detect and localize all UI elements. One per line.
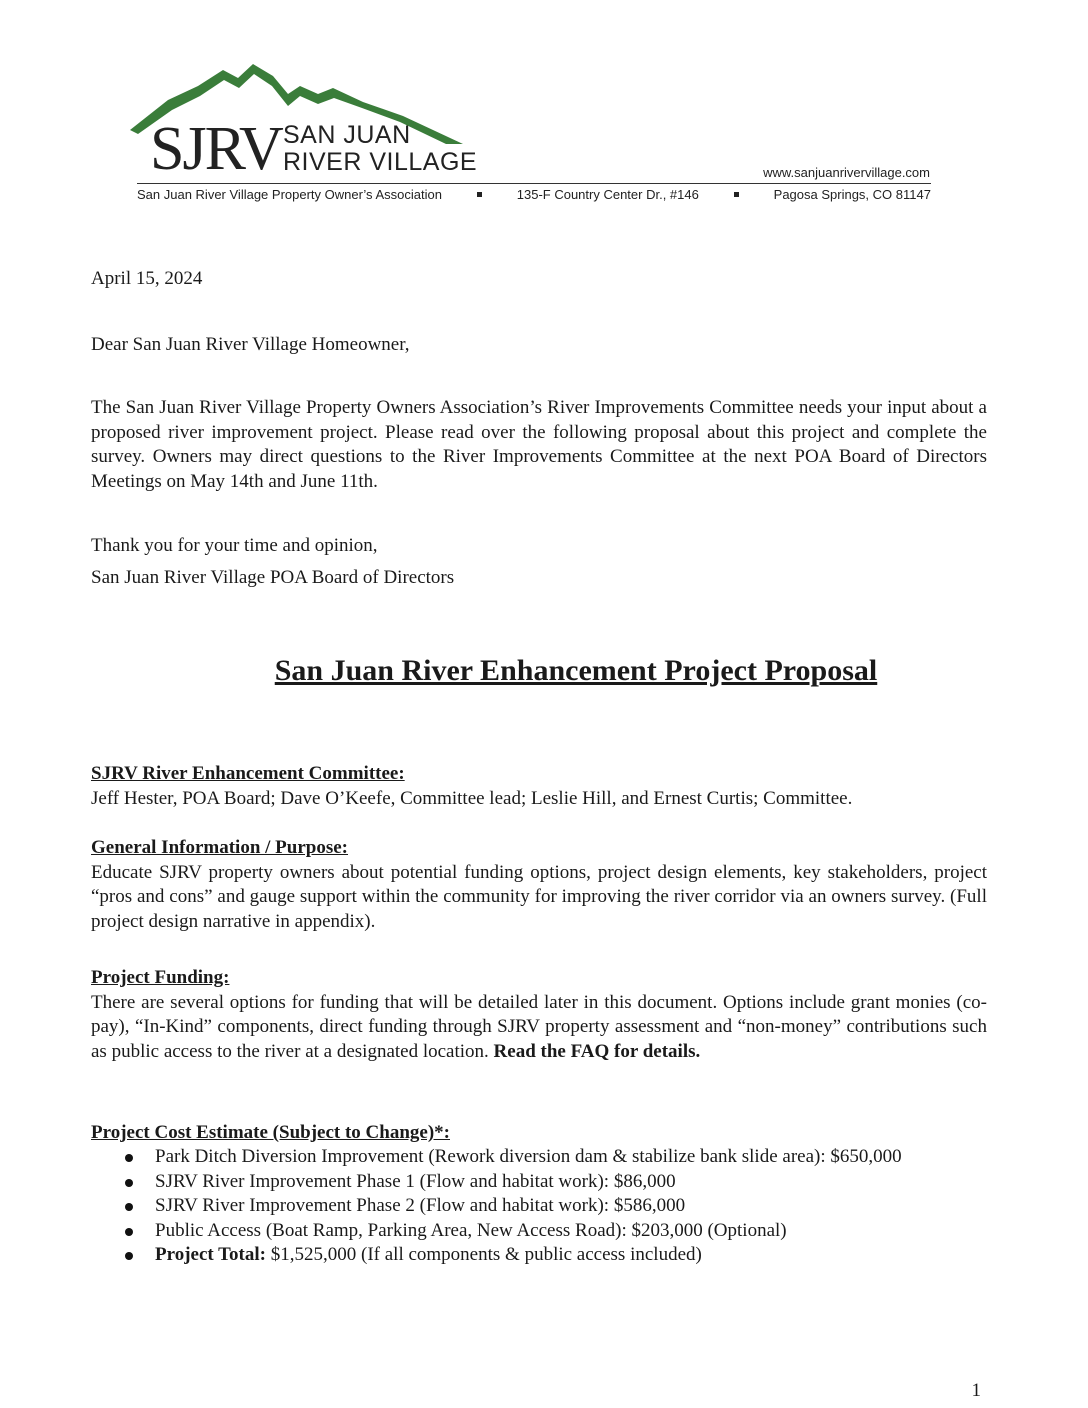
funding-section <box>91 966 987 1064</box>
funding-faq-note: Read the FAQ for details. <box>493 1040 701 1062</box>
page-number: 1 <box>971 1380 981 1401</box>
bullet-dot <box>125 1203 133 1211</box>
committee-heading: SJRV River Enhancement Committee: <box>91 763 405 784</box>
letter-date: April 15, 2024 <box>91 268 203 289</box>
letterhead <box>0 0 1088 220</box>
cost-item-text: Public Access (Boat Ramp, Parking Area, New Access Road): $203,000 (Optional) <box>155 1219 787 1241</box>
logo-line-2: RIVER VILLAGE <box>283 148 478 176</box>
cost-item <box>91 1145 987 1170</box>
logo-wordmark <box>283 122 477 176</box>
street-address: 135-F Country Center Dr., #146 <box>516 187 699 202</box>
funding-text: There are several options for funding that will be detailed later in this document. Options include grant monies (co-pay), “In-Kind” components, direct funding through SJRV property assessment and “non-money” contributions such as public access to the river at a designated location. <box>91 991 987 1062</box>
bullet-separator <box>477 192 482 197</box>
cost-item-text: Park Ditch Diversion Improvement (Rework diversion dam & stabilize bank slide area): $650,000 <box>155 1146 902 1167</box>
cost-heading-wrap <box>91 1121 987 1146</box>
cost-item <box>91 1219 987 1244</box>
bullet-dot <box>125 1252 133 1260</box>
cost-item <box>91 1170 987 1195</box>
cost-item-text: SJRV River Improvement Phase 2 (Flow and habitat work): $586,000 <box>155 1195 686 1216</box>
bullet-dot <box>125 1228 133 1236</box>
logo-line-1: SAN JUAN <box>283 121 411 149</box>
general-info-heading: General Information / Purpose: <box>91 837 349 858</box>
cost-list <box>91 1145 987 1268</box>
header-divider <box>137 183 931 184</box>
total-text: $1,525,000 (If all components & public access included) <box>266 1244 702 1265</box>
cost-total-item <box>91 1243 987 1268</box>
committee-section <box>91 762 987 811</box>
general-info-text: Educate SJRV property owners about potential funding options, project design elements, key stakeholders, project “pros and cons” and gauge support within the community for improving the river corridor via an owners survey. (Full project design narrative in appendix). <box>91 861 987 932</box>
total-label: Project Total: <box>155 1244 266 1265</box>
letter-signature: San Juan River Village POA Board of Directors <box>91 567 455 588</box>
website-url: www.sanjuanrivervillage.com <box>763 165 930 180</box>
bullet-separator <box>734 192 739 197</box>
general-info-section <box>91 836 987 934</box>
letter-body: The San Juan River Village Property Owners Association’s River Improvements Committee needs your input about a proposed river improvement project. Please read over the following proposal about this project and complete the survey. Owners may direct questions to the River Improvements Committee at the next POA Board of Directors Meetings on May 14th and June 11th. <box>91 397 987 492</box>
address-bar <box>137 187 931 202</box>
bullet-dot <box>125 1179 133 1187</box>
committee-text: Jeff Hester, POA Board; Dave O’Keefe, Committee lead; Leslie Hill, and Ernest Curtis; Committee. <box>91 787 853 809</box>
cost-heading: Project Cost Estimate (Subject to Change)*: <box>91 1122 450 1143</box>
funding-heading: Project Funding: <box>91 967 230 988</box>
logo-sjrv-mark: SJRV <box>150 115 282 183</box>
letter-salutation: Dear San Juan River Village Homeowner, <box>91 334 410 355</box>
letter-closing: Thank you for your time and opinion, <box>91 535 378 556</box>
city-state-zip: Pagosa Springs, CO 81147 <box>773 187 931 202</box>
cost-item-text: SJRV River Improvement Phase 1 (Flow and habitat work): $86,000 <box>155 1170 676 1192</box>
proposal-title: San Juan River Enhancement Project Proposal <box>274 654 878 687</box>
bullet-dot <box>125 1154 133 1162</box>
association-name: San Juan River Village Property Owner’s Association <box>137 187 442 202</box>
cost-item <box>91 1194 987 1219</box>
